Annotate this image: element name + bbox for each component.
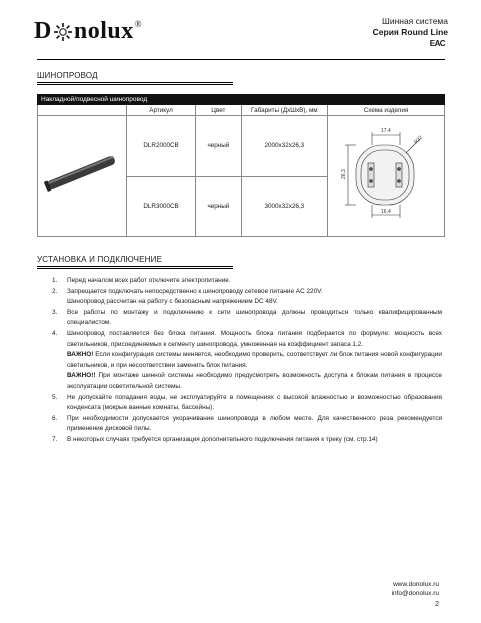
- dim-bottom-label: 16,4: [381, 209, 391, 215]
- registered-mark: ®: [134, 18, 143, 29]
- list-item: [52, 414, 442, 435]
- list-item-text: Все работы по монтажу и подключению к сети шинопровода должны проводиться только квалифицированным специалистом.: [67, 308, 442, 327]
- list-item-text: В некоторых случаях требуется организация дополнительного подключения питания к треку (см. стр.14): [67, 435, 378, 443]
- section-title-busbar: ШИНОПРОВОД: [37, 71, 98, 80]
- dim-top-label: 17,4: [381, 128, 391, 134]
- section-underline: [37, 82, 233, 85]
- list-item: [52, 287, 442, 308]
- table-cell-dims: 3000x32x26,3: [241, 176, 327, 237]
- list-item-text: Запрещается подключать непосредственно к шинопроводу сетевое питание AC 220V.: [67, 287, 323, 295]
- important-text: Если конфигурация системы меняется, необходимо проверить, соответствует ли блок питания новой конфигурации светильников, и при несоответствии заменить блок питания.: [67, 351, 442, 369]
- table-cell-dims: 2000x32x26,3: [241, 116, 327, 177]
- col-color: Цвет: [196, 105, 242, 116]
- header-divider: [37, 59, 445, 60]
- list-item-number: 3.: [52, 308, 58, 316]
- col-drawing: Схема изделия: [328, 105, 445, 116]
- product-image-header: [38, 105, 127, 116]
- col-article: Артикул: [127, 105, 196, 116]
- table-cell-color: черный: [196, 116, 242, 177]
- important-label: ВАЖНО!!: [67, 372, 96, 380]
- list-item-text: Не допускайте попадания воды, не эксплуатируйте в помещениях с высокой влажностью и возможностью образования конденсата (мокрые ванные комнаты, бассейны).: [67, 393, 442, 412]
- logo-letter-d: D: [34, 18, 52, 44]
- list-item-text: При необходимости допускается укорачивание шинопровода в любом месте. Для качественного реза рекомендуется применение дисковой пилы.: [67, 414, 442, 433]
- important-label: ВАЖНО!: [67, 351, 94, 359]
- list-item: [52, 435, 442, 446]
- product-image-cell: [38, 116, 127, 237]
- list-item-text: Шинопровод рассчитан на работу с безопасным напряжением DC 48V.: [67, 298, 278, 306]
- table-cell-article: DLR2000CB: [127, 116, 196, 177]
- dim-radius-label: R32: [413, 134, 424, 146]
- list-item-number: 4.: [52, 329, 58, 337]
- list-item-number: 2.: [52, 287, 58, 295]
- series-name: Серия Round Line: [372, 27, 448, 37]
- instructions-list: [52, 276, 442, 446]
- list-item: [52, 308, 442, 329]
- important-text: При монтаже шинной системы необходимо предусмотреть возможность доступа к блокам питания в процессе эксплуатации осветительной системы.: [67, 372, 442, 390]
- list-item-text: Перед началом всех работ отключите электропитание.: [67, 277, 231, 284]
- important-note: [67, 371, 442, 392]
- logo-text: nolux: [73, 18, 134, 44]
- footer-contacts: [392, 580, 439, 598]
- list-item: [52, 276, 442, 287]
- list-item: [52, 393, 442, 414]
- list-item-number: 6.: [52, 414, 58, 422]
- email-link[interactable]: info@donolux.ru: [391, 590, 439, 597]
- list-item-number: 1.: [52, 277, 58, 284]
- page-number: 2: [435, 601, 439, 608]
- eac-mark: ЕАС: [429, 39, 445, 48]
- drawing-cell: [328, 116, 445, 237]
- table-cell-color: черный: [196, 176, 242, 237]
- brand-logo: [34, 18, 142, 45]
- dim-left-label: 26,3: [341, 169, 347, 179]
- list-item-number: 7.: [52, 435, 58, 443]
- spec-table: [37, 94, 445, 237]
- list-item-text: Шинопровод поставляется без блока питания. Мощность блока питания подбирается по формуле: мощность всех светильников, присоединяемых к сегменту шинопровода, умноженная на коэффициент запаса 1,2.: [67, 329, 442, 348]
- list-item: [52, 329, 442, 393]
- important-note: [67, 350, 442, 371]
- sun-logo-icon: [53, 22, 73, 42]
- cross-section-drawing: [328, 117, 444, 235]
- section-underline: [37, 266, 233, 269]
- section-title-installation: УСТАНОВКА И ПОДКЛЮЧЕНИЕ: [37, 255, 163, 264]
- col-dims: Габариты (ДхШхВ), мм: [241, 105, 327, 116]
- header-info: [373, 16, 448, 38]
- doc-type: Шинная система: [382, 16, 448, 26]
- table-cell-article: DLR3000CB: [127, 176, 196, 237]
- spec-table-title: Накладной/подвесной шинопровод: [38, 95, 445, 105]
- busbar-product-image: [38, 116, 126, 234]
- list-item-number: 5.: [52, 393, 58, 401]
- website-link[interactable]: www.donolux.ru: [393, 581, 439, 588]
